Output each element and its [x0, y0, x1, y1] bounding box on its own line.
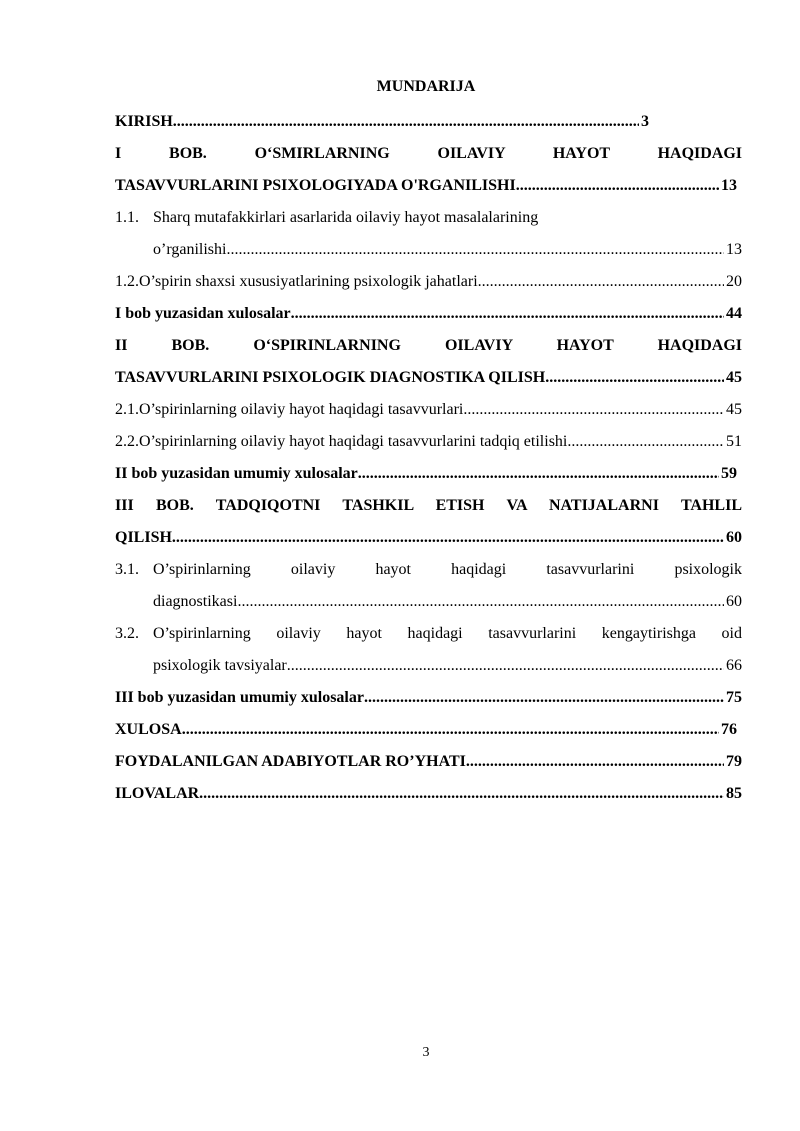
page-title: MUNDARIJA [376, 78, 476, 95]
toc-entry-chapter-3-summary: III bob yuzasidan umumiy xulosalar ..... 75 [115, 682, 742, 714]
toc-entry-appendices: ILOVALAR ..... 85 [115, 778, 742, 810]
toc-entry-chapter-2-summary: II bob yuzasidan umumiy xulosalar ..... 59 [115, 458, 737, 490]
toc-section-3-2: 3.2. O’spirinlarning oilaviy hayot haqidagi tasavvurlarini kengaytirishga oid [115, 625, 742, 642]
toc-entry-3-1: diagnostikasi ..... 60 [115, 586, 742, 618]
toc-entry-1-1: o’rganilishi ..... 13 [115, 234, 742, 266]
toc-entry-chapter-2: TASAVVURLARINI PSIXOLOGIK DIAGNOSTIKA QILISH ..... 45 [115, 362, 742, 394]
toc-entry-1-2: 1.2. O’spirin shaxsi xususiyatlarining psixologik jahatlari ..... 20 [115, 266, 742, 298]
toc-entry-2-1: 2.1. O’spirinlarning oilaviy hayot haqidagi tasavvurlari ..... 45 [115, 394, 742, 426]
toc-entry-chapter-1: TASAVVURLARINI PSIXOLOGIYADA O'RGANILISHI ..... 13 [115, 170, 737, 202]
toc-entry-references: FOYDALANILGAN ADABIYOTLAR RO’YHATI ..... 79 [115, 746, 742, 778]
toc-entry-chapter-1-summary: I bob yuzasidan xulosalar ..... 44 [115, 298, 742, 330]
toc-entry-2-2: 2.2. O’spirinlarning oilaviy hayot haqidagi tasavvurlarini tadqiq etilishi ..... 51 [115, 426, 742, 458]
toc-entry-3-2: psixologik tavsiyalar ..... 66 [115, 650, 742, 682]
toc-chapter-3-heading: III BOB. TADQIQOTNI TASHKIL ETISH VA NATIJALARNI TAHLIL [115, 497, 742, 514]
toc-entry-xulosa: XULOSA ..... 76 [115, 714, 737, 746]
page-number: 3 [422, 1045, 430, 1060]
toc-entry-chapter-3: QILISH ..... 60 [115, 522, 742, 554]
toc-section-1-1: 1.1. Sharq mutafakkirlari asarlarida oilaviy hayot masalalarining [115, 209, 539, 226]
toc-entry-kirish: KIRISH ..... 3 [115, 106, 649, 138]
toc-section-3-1: 3.1. O’spirinlarning oilaviy hayot haqidagi tasavvurlarini psixologik [115, 561, 742, 578]
table-of-contents [115, 106, 742, 810]
toc-chapter-2-heading: II BOB. O‘SPIRINLARNING OILAVIY HAYOT HAQIDAGI [115, 337, 743, 354]
toc-chapter-1-heading: I BOB. O‘SMIRLARNING OILAVIY HAYOT HAQIDAGI [115, 145, 743, 162]
